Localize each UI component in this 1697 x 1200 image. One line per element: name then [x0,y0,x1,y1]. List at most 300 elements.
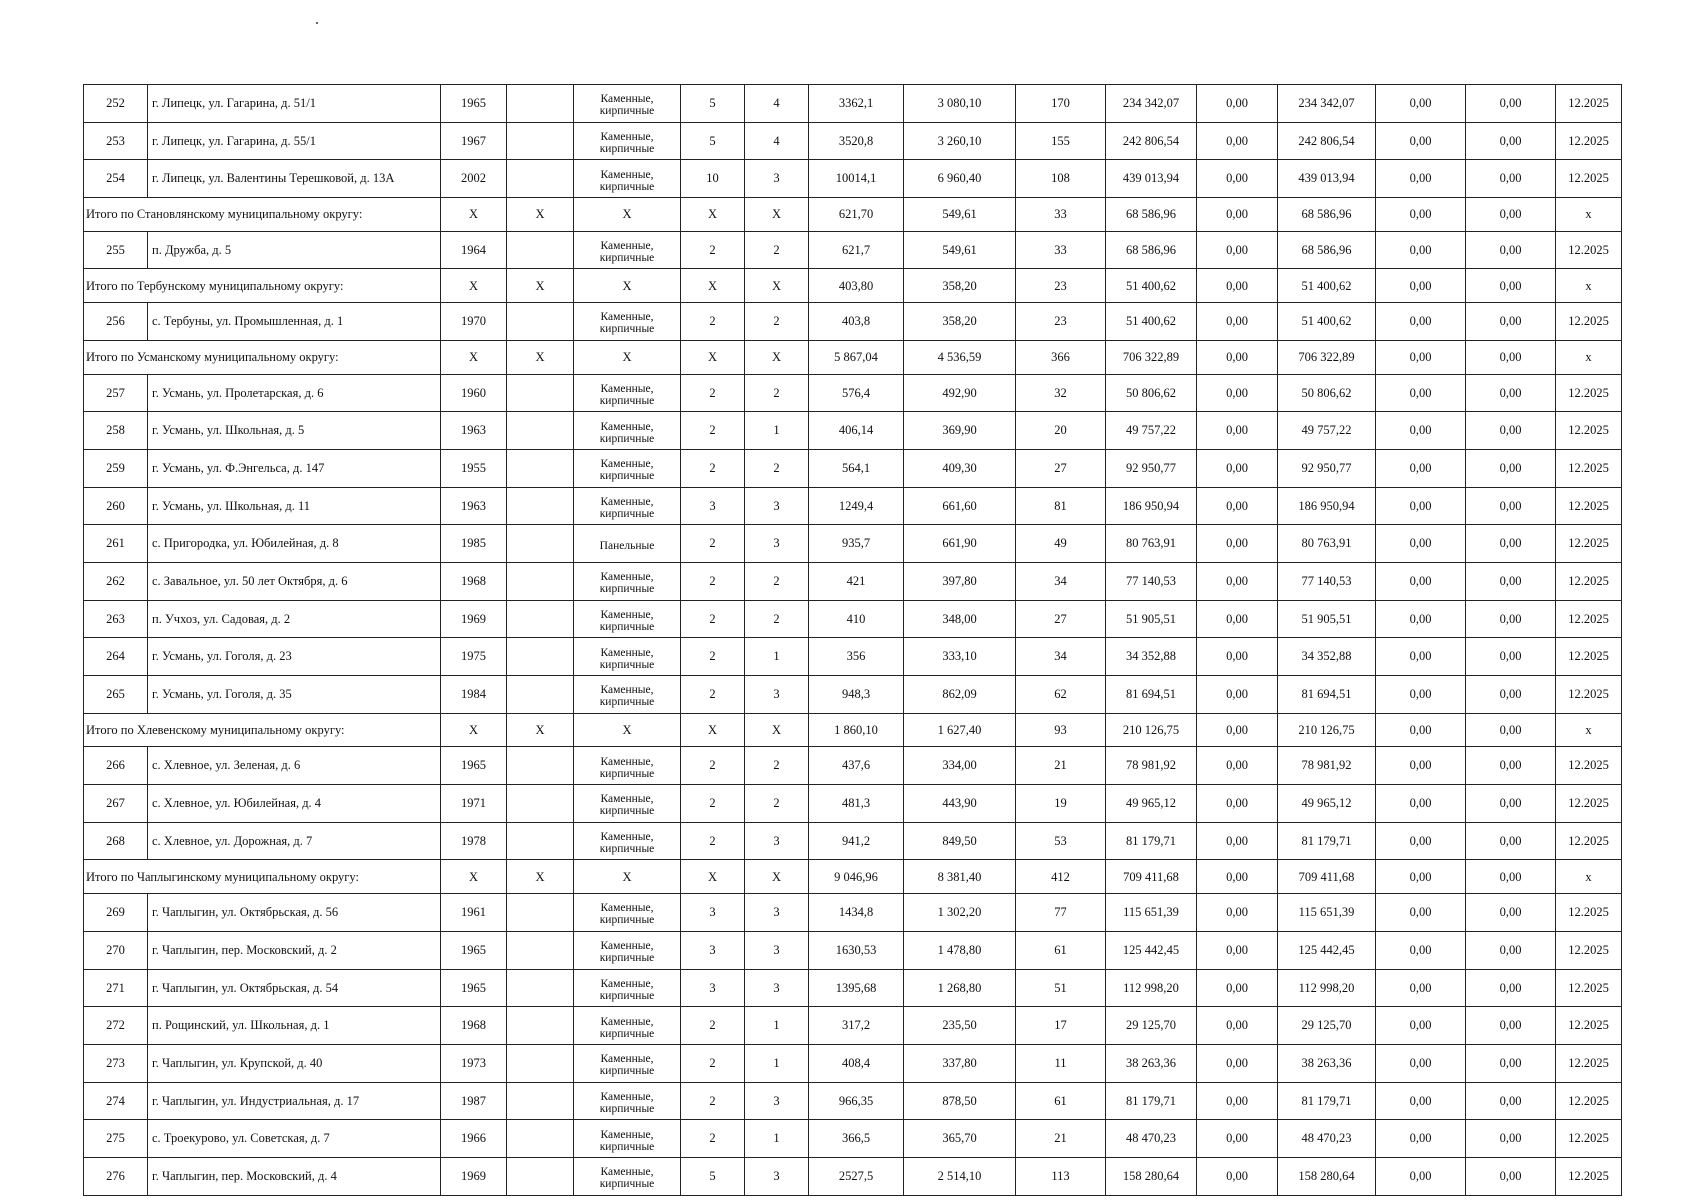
cell-wall-material [574,85,681,123]
cell-year2 [507,303,574,341]
cell-year2 [507,449,574,487]
cell-cost-total: 186 950,94 [1106,487,1197,525]
cell-entrances: 2 [745,449,809,487]
cell-x5: X [745,860,809,894]
cell-floors: 2 [681,231,745,269]
cell-cost-owners: 51 905,51 [1278,600,1376,638]
subtotal-label: Итого по Становлянскому муниципальному округу: [84,198,441,232]
cell-cost-fund: 0,00 [1197,676,1278,714]
table-row [84,1044,1622,1082]
cell-cost-owners: 115 651,39 [1278,894,1376,932]
wall-material-line: кирпичные [599,767,655,780]
table-row [84,676,1622,714]
cell-year2 [507,1007,574,1045]
cell-year2 [507,638,574,676]
cell-residents: 155 [1016,122,1106,160]
cell-cost-budget1: 0,00 [1376,822,1466,860]
cell-residents: 49 [1016,525,1106,563]
cell-area-total: 3520,8 [809,122,904,160]
cell-cost-fund: 0,00 [1197,747,1278,785]
housing-registry-table [83,84,1622,1196]
table-row [84,449,1622,487]
cell-cost-owners: 48 470,23 [1278,1120,1376,1158]
cell-residents: 23 [1016,269,1106,303]
cell-entrances: 3 [745,969,809,1007]
wall-material-line: Каменные, [600,831,654,844]
cell-deadline: 12.2025 [1556,1044,1622,1082]
cell-year: 1965 [441,969,507,1007]
cell-cost-budget2: 0,00 [1466,713,1556,747]
cell-deadline: x [1556,860,1622,894]
cell-cost-owners: 92 950,77 [1278,449,1376,487]
cell-year2 [507,1157,574,1195]
cell-deadline: 12.2025 [1556,969,1622,1007]
cell-cost-budget1: 0,00 [1376,860,1466,894]
cell-x4: X [681,713,745,747]
cell-cost-total: 49 965,12 [1106,785,1197,823]
table-row [84,638,1622,676]
cell-num: 272 [84,1007,148,1045]
cell-residents: 34 [1016,562,1106,600]
cell-cost-budget2: 0,00 [1466,822,1556,860]
cell-cost-fund: 0,00 [1197,1082,1278,1120]
cell-wall-material [574,487,681,525]
cell-address: с. Тербуны, ул. Промышленная, д. 1 [148,303,441,341]
table-row [84,525,1622,563]
table-row [84,600,1622,638]
cell-cost-total: 158 280,64 [1106,1157,1197,1195]
cell-cost-budget1: 0,00 [1376,1007,1466,1045]
cell-cost-budget2: 0,00 [1466,1120,1556,1158]
cell-area-total: 406,14 [809,412,904,450]
cell-cost-total: 48 470,23 [1106,1120,1197,1158]
cell-cost-fund: 0,00 [1197,785,1278,823]
cell-cost-budget1: 0,00 [1376,85,1466,123]
cell-area-total: 408,4 [809,1044,904,1082]
cell-year: 1968 [441,1007,507,1045]
cell-area-living: 549,61 [904,231,1016,269]
table-row [84,969,1622,1007]
cell-cost-total: 92 950,77 [1106,449,1197,487]
cell-area-total: 9 046,96 [809,860,904,894]
cell-num: 257 [84,374,148,412]
cell-cost-fund: 0,00 [1197,374,1278,412]
cell-wall-material [574,969,681,1007]
cell-cost-total: 50 806,62 [1106,374,1197,412]
wall-material-line: кирпичные [599,1065,655,1078]
cell-cost-budget2: 0,00 [1466,860,1556,894]
cell-cost-budget2: 0,00 [1466,198,1556,232]
wall-material-line: Каменные, [600,495,654,508]
cell-year2 [507,1044,574,1082]
wall-material-line: Каменные, [600,1128,654,1141]
cell-deadline: 12.2025 [1556,85,1622,123]
cell-num: 265 [84,676,148,714]
cell-cost-owners: 51 400,62 [1278,269,1376,303]
cell-year: 1968 [441,562,507,600]
table-row [84,1120,1622,1158]
cell-deadline: 12.2025 [1556,676,1622,714]
cell-residents: 33 [1016,231,1106,269]
wall-material-line: Каменные, [600,940,654,953]
cell-floors: 2 [681,822,745,860]
cell-x5: X [745,713,809,747]
cell-residents: 81 [1016,487,1106,525]
cell-cost-total: 81 694,51 [1106,676,1197,714]
cell-entrances: 1 [745,1120,809,1158]
cell-num: 255 [84,231,148,269]
cell-cost-fund: 0,00 [1197,231,1278,269]
cell-entrances: 2 [745,231,809,269]
wall-material-line: кирпичные [599,394,655,407]
cell-year2 [507,85,574,123]
cell-entrances: 3 [745,676,809,714]
wall-material-line: Каменные, [600,240,654,253]
cell-cost-total: 38 263,36 [1106,1044,1197,1082]
cell-area-total: 403,8 [809,303,904,341]
cell-cost-total: 29 125,70 [1106,1007,1197,1045]
cell-cost-budget2: 0,00 [1466,487,1556,525]
cell-area-total: 576,4 [809,374,904,412]
cell-deadline: 12.2025 [1556,638,1622,676]
cell-address: с. Хлевное, ул. Юбилейная, д. 4 [148,785,441,823]
table-row [84,160,1622,198]
cell-area-living: 549,61 [904,198,1016,232]
cell-area-living: 878,50 [904,1082,1016,1120]
wall-material-line: кирпичные [599,105,655,118]
cell-address: г. Липецк, ул. Валентины Терешковой, д. 13А [148,160,441,198]
cell-cost-budget1: 0,00 [1376,412,1466,450]
cell-area-living: 1 478,80 [904,931,1016,969]
cell-wall-material [574,894,681,932]
cell-area-total: 1630,53 [809,931,904,969]
cell-cost-fund: 0,00 [1197,1007,1278,1045]
cell-area-total: 437,6 [809,747,904,785]
table-row [84,374,1622,412]
cell-floors: 3 [681,931,745,969]
cell-x4: X [681,340,745,374]
cell-address: г. Липецк, ул. Гагарина, д. 55/1 [148,122,441,160]
cell-cost-budget1: 0,00 [1376,303,1466,341]
cell-cost-total: 49 757,22 [1106,412,1197,450]
cell-x2: X [507,340,574,374]
cell-floors: 2 [681,785,745,823]
cell-address: п. Рощинский, ул. Школьная, д. 1 [148,1007,441,1045]
cell-cost-budget2: 0,00 [1466,412,1556,450]
cell-address: г. Усмань, ул. Школьная, д. 5 [148,412,441,450]
cell-cost-budget1: 0,00 [1376,525,1466,563]
cell-cost-total: 709 411,68 [1106,860,1197,894]
cell-entrances: 1 [745,638,809,676]
cell-cost-total: 706 322,89 [1106,340,1197,374]
wall-material-line: кирпичные [599,583,655,596]
cell-x4: X [681,269,745,303]
cell-year2 [507,785,574,823]
cell-wall-material [574,303,681,341]
cell-area-living: 337,80 [904,1044,1016,1082]
cell-entrances: 2 [745,747,809,785]
cell-cost-budget1: 0,00 [1376,1082,1466,1120]
wall-material-line: кирпичные [599,805,655,818]
cell-floors: 2 [681,1082,745,1120]
cell-num: 264 [84,638,148,676]
cell-area-living: 4 536,59 [904,340,1016,374]
wall-material-line: Каменные, [600,1053,654,1066]
cell-address: п. Дружба, д. 5 [148,231,441,269]
cell-residents: 11 [1016,1044,1106,1082]
cell-area-total: 1249,4 [809,487,904,525]
cell-cost-fund: 0,00 [1197,1044,1278,1082]
cell-cost-owners: 49 965,12 [1278,785,1376,823]
cell-entrances: 1 [745,412,809,450]
cell-deadline: 12.2025 [1556,785,1622,823]
cell-address: г. Липецк, ул. Гагарина, д. 51/1 [148,85,441,123]
subtotal-row [84,340,1622,374]
wall-material-line: Каменные, [600,420,654,433]
cell-cost-budget1: 0,00 [1376,562,1466,600]
cell-deadline: x [1556,713,1622,747]
wall-material-line: кирпичные [599,914,655,927]
subtotal-label: Итого по Усманскому муниципальному округу: [84,340,441,374]
cell-cost-owners: 234 342,07 [1278,85,1376,123]
table-row [84,231,1622,269]
cell-year2 [507,1120,574,1158]
wall-material-line: кирпичные [599,658,655,671]
cell-num: 254 [84,160,148,198]
cell-cost-owners: 210 126,75 [1278,713,1376,747]
cell-deadline: 12.2025 [1556,160,1622,198]
cell-year2 [507,562,574,600]
cell-year2 [507,894,574,932]
table-row [84,562,1622,600]
cell-entrances: 4 [745,122,809,160]
cell-deadline: 12.2025 [1556,231,1622,269]
cell-deadline: 12.2025 [1556,449,1622,487]
cell-cost-total: 242 806,54 [1106,122,1197,160]
cell-address: г. Чаплыгин, пер. Московский, д. 2 [148,931,441,969]
cell-floors: 5 [681,122,745,160]
cell-area-total: 1434,8 [809,894,904,932]
cell-cost-fund: 0,00 [1197,822,1278,860]
cell-num: 271 [84,969,148,1007]
cell-floors: 2 [681,600,745,638]
cell-cost-budget2: 0,00 [1466,747,1556,785]
subtotal-row [84,198,1622,232]
cell-cost-fund: 0,00 [1197,713,1278,747]
cell-area-total: 403,80 [809,269,904,303]
cell-cost-budget1: 0,00 [1376,747,1466,785]
cell-wall-material [574,822,681,860]
cell-cost-total: 115 651,39 [1106,894,1197,932]
cell-cost-budget2: 0,00 [1466,785,1556,823]
cell-residents: 51 [1016,969,1106,1007]
wall-material-line: Каменные, [600,902,654,915]
cell-cost-budget2: 0,00 [1466,969,1556,1007]
cell-cost-total: 81 179,71 [1106,822,1197,860]
cell-year: 1970 [441,303,507,341]
cell-cost-budget2: 0,00 [1466,269,1556,303]
cell-year: 1985 [441,525,507,563]
cell-x2: X [507,269,574,303]
cell-residents: 17 [1016,1007,1106,1045]
cell-residents: 412 [1016,860,1106,894]
cell-x1: X [441,198,507,232]
cell-area-living: 235,50 [904,1007,1016,1045]
wall-material-line: кирпичные [599,180,655,193]
cell-deadline: 12.2025 [1556,822,1622,860]
cell-deadline: 12.2025 [1556,747,1622,785]
cell-area-living: 3 080,10 [904,85,1016,123]
cell-entrances: 4 [745,85,809,123]
cell-wall-material [574,1007,681,1045]
cell-cost-budget1: 0,00 [1376,785,1466,823]
cell-deadline: 12.2025 [1556,374,1622,412]
cell-area-living: 358,20 [904,269,1016,303]
cell-entrances: 3 [745,525,809,563]
cell-deadline: x [1556,198,1622,232]
cell-cost-owners: 38 263,36 [1278,1044,1376,1082]
cell-cost-fund: 0,00 [1197,412,1278,450]
cell-floors: 2 [681,1044,745,1082]
cell-year2 [507,122,574,160]
cell-cost-total: 68 586,96 [1106,198,1197,232]
cell-cost-fund: 0,00 [1197,894,1278,932]
cell-deadline: 12.2025 [1556,303,1622,341]
cell-area-total: 948,3 [809,676,904,714]
wall-material-line: кирпичные [599,1140,655,1153]
cell-area-living: 8 381,40 [904,860,1016,894]
cell-wall-material [574,1082,681,1120]
cell-wall-material [574,785,681,823]
table-row [84,122,1622,160]
cell-cost-fund: 0,00 [1197,1120,1278,1158]
cell-cost-fund: 0,00 [1197,600,1278,638]
cell-cost-total: 439 013,94 [1106,160,1197,198]
cell-address: г. Чаплыгин, ул. Октябрьская, д. 54 [148,969,441,1007]
wall-material-line: Каменные, [600,93,654,106]
cell-wall-material [574,638,681,676]
cell-cost-owners: 81 179,71 [1278,1082,1376,1120]
cell-num: 253 [84,122,148,160]
wall-material-line: Каменные, [600,382,654,395]
wall-material-line: Каменные, [600,646,654,659]
cell-residents: 62 [1016,676,1106,714]
cell-cost-budget1: 0,00 [1376,122,1466,160]
cell-cost-total: 51 400,62 [1106,269,1197,303]
cell-floors: 5 [681,1157,745,1195]
cell-area-living: 6 960,40 [904,160,1016,198]
cell-area-living: 397,80 [904,562,1016,600]
cell-area-living: 1 302,20 [904,894,1016,932]
cell-cost-owners: 186 950,94 [1278,487,1376,525]
cell-address: г. Усмань, ул. Пролетарская, д. 6 [148,374,441,412]
cell-cost-budget2: 0,00 [1466,600,1556,638]
cell-cost-budget2: 0,00 [1466,562,1556,600]
cell-year: 1955 [441,449,507,487]
wall-material-line: кирпичные [599,952,655,965]
cell-num: 266 [84,747,148,785]
cell-wall-material [574,122,681,160]
cell-cost-budget2: 0,00 [1466,931,1556,969]
table-row [84,303,1622,341]
cell-x2: X [507,713,574,747]
cell-area-total: 5 867,04 [809,340,904,374]
table-row [84,1007,1622,1045]
cell-cost-total: 81 179,71 [1106,1082,1197,1120]
cell-year: 1969 [441,600,507,638]
cell-entrances: 3 [745,1157,809,1195]
cell-cost-fund: 0,00 [1197,931,1278,969]
cell-cost-fund: 0,00 [1197,638,1278,676]
cell-area-living: 443,90 [904,785,1016,823]
cell-num: 267 [84,785,148,823]
cell-year: 1967 [441,122,507,160]
cell-wall-material [574,1120,681,1158]
cell-cost-budget1: 0,00 [1376,160,1466,198]
cell-cost-owners: 68 586,96 [1278,231,1376,269]
cell-area-total: 941,2 [809,822,904,860]
cell-area-living: 661,90 [904,525,1016,563]
cell-cost-budget1: 0,00 [1376,487,1466,525]
cell-cost-budget1: 0,00 [1376,269,1466,303]
cell-floors: 10 [681,160,745,198]
cell-cost-budget2: 0,00 [1466,1157,1556,1195]
cell-deadline: x [1556,340,1622,374]
cell-area-total: 935,7 [809,525,904,563]
cell-floors: 3 [681,487,745,525]
cell-residents: 61 [1016,1082,1106,1120]
wall-material-line: кирпичные [599,470,655,483]
cell-cost-owners: 80 763,91 [1278,525,1376,563]
cell-cost-budget2: 0,00 [1466,160,1556,198]
cell-floors: 2 [681,1007,745,1045]
cell-floors: 3 [681,969,745,1007]
cell-area-living: 369,90 [904,412,1016,450]
cell-cost-fund: 0,00 [1197,449,1278,487]
cell-address: г. Усмань, ул. Гоголя, д. 23 [148,638,441,676]
cell-area-total: 10014,1 [809,160,904,198]
cell-address: с. Хлевное, ул. Зеленая, д. 6 [148,747,441,785]
wall-material-line: кирпичные [599,696,655,709]
cell-residents: 27 [1016,449,1106,487]
cell-address: г. Усмань, ул. Гоголя, д. 35 [148,676,441,714]
cell-num: 260 [84,487,148,525]
cell-num: 274 [84,1082,148,1120]
cell-cost-fund: 0,00 [1197,340,1278,374]
cell-year: 1966 [441,1120,507,1158]
cell-residents: 170 [1016,85,1106,123]
cell-cost-fund: 0,00 [1197,198,1278,232]
cell-x2: X [507,860,574,894]
cell-wall-material [574,1157,681,1195]
cell-year: 2002 [441,160,507,198]
cell-cost-total: 68 586,96 [1106,231,1197,269]
cell-cost-fund: 0,00 [1197,487,1278,525]
cell-deadline: 12.2025 [1556,1157,1622,1195]
cell-area-total: 481,3 [809,785,904,823]
cell-year: 1975 [441,638,507,676]
wall-material-line: Каменные, [600,458,654,471]
wall-material-line: кирпичные [599,252,655,265]
cell-x3: X [574,713,681,747]
cell-entrances: 2 [745,374,809,412]
cell-floors: 2 [681,525,745,563]
cell-cost-total: 112 998,20 [1106,969,1197,1007]
cell-address: п. Учхоз, ул. Садовая, д. 2 [148,600,441,638]
cell-year2 [507,374,574,412]
cell-cost-budget2: 0,00 [1466,1044,1556,1082]
cell-cost-fund: 0,00 [1197,969,1278,1007]
